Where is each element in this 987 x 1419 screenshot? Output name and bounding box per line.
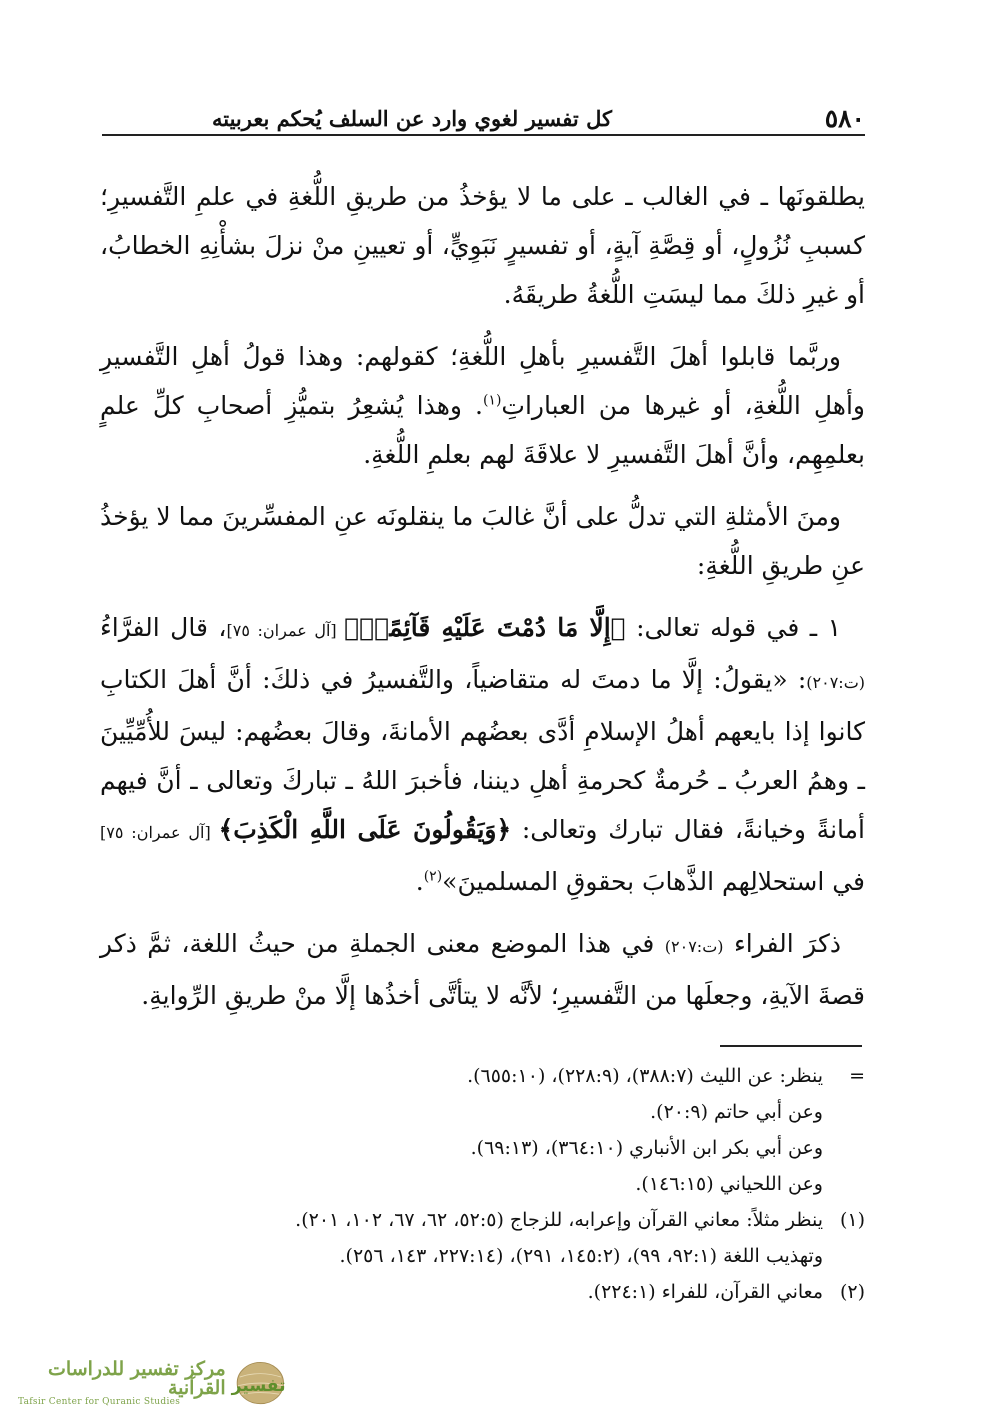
verse-citation-1: [آل عمران: ٧٥]	[226, 621, 345, 640]
footnote-ref-1[interactable]: (١)	[482, 392, 502, 409]
logo-wordmark	[18, 1357, 226, 1407]
verse-citation-2: [آل عمران: ٧٥]	[100, 823, 219, 842]
footnote-marker: =	[849, 1065, 865, 1087]
main-text	[100, 172, 865, 1033]
footnote-continued	[100, 1058, 865, 1202]
death-date-2: (ت:٢٠٧)	[664, 937, 724, 956]
paragraph-4: ١ ـ في قوله تعالى: ﴿إِلَّا مَا دُمْتَ عَلَيْهِ قَآئِمًاۗ﴾ [آل عمران: ٧٥]، قال الفرَّاءُ (ت:٢٠٧): «يقولُ: إلَّا ما دمتَ له متقاضياً، والتَّفسيرُ في ذلكَ: أنَّ أهلَ الكتابِ كانوا إذا بايعهم أهلُ الإسلامِ أدَّى بعضُهم الأمانةَ، وقالَ بعضُهم: ليسَ للأُمِّيِّينَ ـ وهمُ العربُ ـ حُرمةٌ كحرمةِ أهلِ ديننا، فأخبرَ اللهُ ـ تباركَ وتعالى ـ أنَّ فيهم أمانةً وخيانةً، فقال تبارك وتعالى: ﴿وَيَقُولُونَ عَلَى اللَّهِ الْكَذِبَ﴾ [آل عمران: ٧٥] في استحلالِهم الذَّهابَ بحقوقِ المسلمينَ»$^{(٢)}$.	[100, 613, 865, 896]
footnote-line: ينظر مثلاً: معاني القرآن وإعرابه، للزجاج (٥٢:٥، ٦٢، ٦٧، ١٠٢، ٢٠١).	[295, 1209, 823, 1231]
header-divider	[102, 134, 865, 136]
publisher-logo	[10, 1354, 290, 1412]
footnote-marker: (١)	[839, 1209, 865, 1231]
footnote-2	[100, 1274, 865, 1310]
quran-verse-1: ﴿إِلَّا مَا دُمْتَ عَلَيْهِ قَآئِمًاۗ﴾	[344, 613, 626, 642]
footnotes	[100, 1058, 865, 1310]
globe-logo-icon	[226, 1356, 290, 1411]
paragraph-3: ومنَ الأمثلةِ التي تدلُّ على أنَّ غالبَ ما ينقلونَه عنِ المفسِّرينَ مما لا يؤخذُ عنِ طريقِ اللُّغةِ:	[100, 502, 865, 580]
logo-name-english: Tafsir Center for Quranic Studies	[18, 1396, 181, 1407]
footnote-line: وعن أبي حاتم (٢٠:٩).	[650, 1101, 823, 1123]
footnote-line: ينظر: عن الليث (٣٨٨:٧)، (٢٢٨:٩)، (٦٥٥:١٠).	[467, 1065, 823, 1087]
paragraph-5: ذكرَ الفراء (ت:٢٠٧) في هذا الموضع معنى الجملةِ من حيثُ اللغة، ثمَّ ذكر قصةَ الآيةِ، وجعلَها من التَّفسيرِ؛ لأنَّه لا يتأتَّى أخذُها إلَّا منْ طريقِ الرِّوايةِ.	[100, 929, 865, 1010]
paragraph-1: يطلقونَها ـ في الغالب ـ على ما لا يؤخذُ من طريقِ اللُّغةِ في علمِ التَّفسيرِ؛ كسببِ نُزُولٍ، أو قِصَّةِ آيةٍ، أو تفسيرٍ نَبَوِيٍّ، أو تعيينِ منْ نزلَ بشأْنِهِ الخطابُ، أو غيرِ ذلكَ مما ليسَتِ اللُّغةُ طريقَهُ.	[100, 182, 865, 309]
footnote-ref-2[interactable]: (٢)	[423, 868, 443, 885]
footnote-line: وعن اللحياني (١٤٦:١٥).	[635, 1173, 823, 1195]
footnote-line: معاني القرآن، للفراء (٢٢٤:١).	[587, 1281, 823, 1303]
footnote-line: وتهذيب اللغة (٩٢:١، ٩٩)، (١٤٥:٢، ٢٩١)، (٢٢٧:١٤، ١٤٣، ٢٥٦).	[339, 1245, 823, 1267]
footnote-marker: (٢)	[839, 1281, 865, 1303]
paragraph-2: وربَّما قابلوا أهلَ التَّفسيرِ بأهلِ اللُّغةِ؛ كقولهم: وهذا قولُ أهلِ التَّفسيرِ وأهلِ اللُّغةِ، أو غيرها من العباراتِ$^{(١)}$. وهذا يُشعِرُ بتميُّزِ أصحابِ كلِّ علمٍ بعلمِهِم، وأنَّ أهلَ التَّفسيرِ لا علاقَةَ لهم بعلمِ اللُّغةِ.	[100, 342, 866, 469]
logo-name-arabic: مركز تفسير للدراسات القرآنية	[48, 1357, 226, 1399]
logo-mark-text: تفسير	[231, 1375, 286, 1396]
footnote-divider	[720, 1045, 862, 1047]
footnote-1	[100, 1202, 865, 1274]
death-date-1: (ت:٢٠٧)	[806, 673, 865, 692]
page-number: ٥٨٠	[824, 104, 865, 133]
page-header	[102, 90, 865, 134]
quran-verse-2: ﴿وَيَقُولُونَ عَلَى اللَّهِ الْكَذِبَ﴾	[218, 815, 512, 844]
footnote-line: وعن أبي بكر ابن الأنباري (٣٦٤:١٠)، (٦٩:١٣).	[470, 1137, 823, 1159]
running-title: كل تفسير لغوي وارد عن السلف يُحكم بعربيته	[212, 106, 612, 131]
